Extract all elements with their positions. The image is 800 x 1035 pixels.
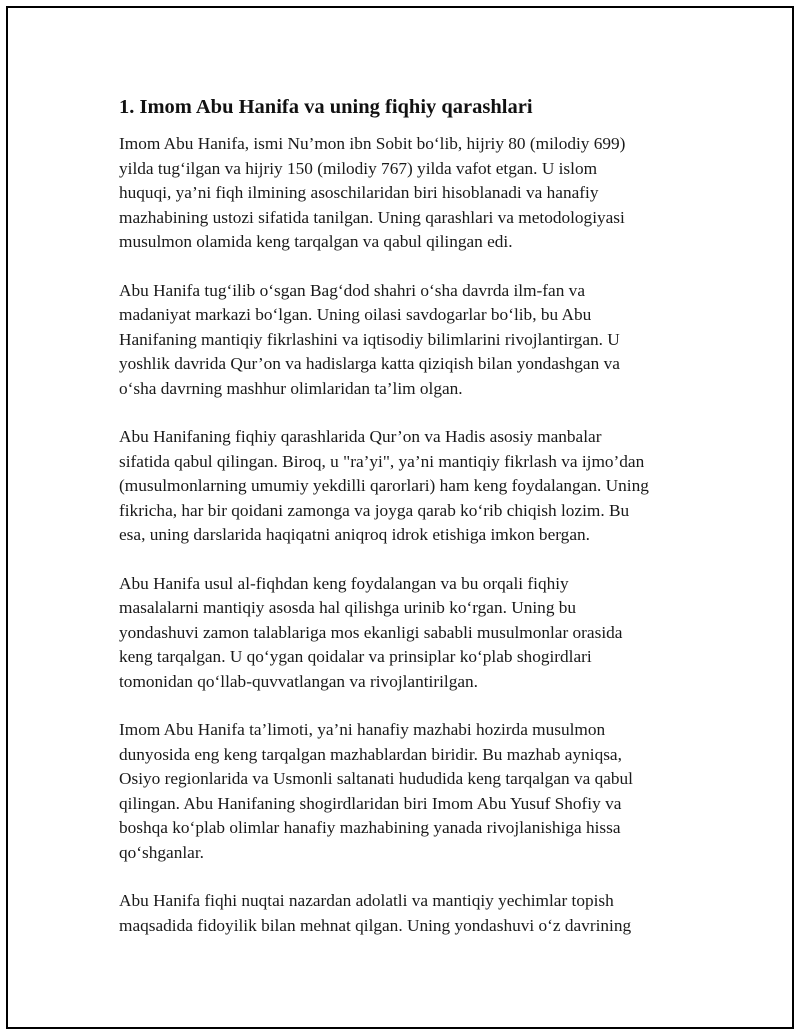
paragraph xyxy=(119,889,679,938)
text-line: yilda tug‘ilgan va hijriy 150 (milodiy 767) yilda vafot etgan. U islom xyxy=(119,158,598,178)
document-page xyxy=(6,6,794,1029)
text-line: mazhabining ustozi sifatida tanilgan. Uning qarashlari va metodologiyasi xyxy=(119,207,625,227)
text-line: (musulmonlarning umumiy yekdilli qarorlari) ham keng foydalangan. Uning xyxy=(119,476,649,495)
text-line: yondashuvi zamon talablariga mos ekanligi sababli musulmonlar orasida xyxy=(119,622,623,642)
section-heading: 1. Imom Abu Hanifa va uning fiqhiy qarashlari xyxy=(119,96,533,118)
text-line: masalalarni mantiqiy asosda hal qilishga urinib ko‘rgan. Uning bu xyxy=(119,598,577,617)
paragraph xyxy=(119,572,679,695)
text-line: yoshlik davrida Qur’on va hadislarga katta qiziqish bilan yondashgan va xyxy=(119,354,620,373)
text-line: musulmon olamida keng tarqalgan va qabul qilingan edi. xyxy=(119,232,513,251)
text-line: dunyosida eng keng tarqalgan mazhablardan biridir. Bu mazhab ayniqsa, xyxy=(119,744,622,764)
text-line: Abu Hanifaning fiqhiy qarashlarida Qur’on va Hadis asosiy manbalar xyxy=(119,427,602,446)
text-line: Abu Hanifa tug‘ilib o‘sgan Bag‘dod shahri o‘sha davrda ilm-fan va xyxy=(119,280,585,300)
text-line: Imom Abu Hanifa, ismi Nu’mon ibn Sobit bo‘lib, hijriy 80 (milodiy 699) xyxy=(119,134,626,153)
text-line: sifatida qabul qilingan. Biroq, u "ra’yi", ya’ni mantiqiy fikrlash va ijmo’dan xyxy=(119,451,645,471)
paragraph xyxy=(119,718,679,865)
text-line: huquqi, ya’ni fiqh ilmining asoschilaridan biri hisoblanadi va hanafiy xyxy=(119,183,599,202)
text-line: boshqa ko‘plab olimlar hanafiy mazhabining yanada rivojlanishiga hissa xyxy=(119,818,621,837)
text-line: Hanifaning mantiqiy fikrlashini va iqtisodiy bilimlarini rivojlantirgan. U xyxy=(119,329,620,349)
paragraph xyxy=(119,132,679,255)
document-body xyxy=(119,94,679,962)
text-line: Abu Hanifa fiqhi nuqtai nazardan adolatli va mantiqiy yechimlar topish xyxy=(119,891,614,910)
text-line: Abu Hanifa usul al-fiqhdan keng foydalangan va bu orqali fiqhiy xyxy=(119,573,569,593)
paragraph xyxy=(119,425,679,548)
text-line: o‘sha davrning mashhur olimlaridan ta’lim olgan. xyxy=(119,378,463,398)
text-line: qo‘shganlar. xyxy=(119,842,204,862)
text-line: keng tarqalgan. U qo‘ygan qoidalar va prinsiplar ko‘plab shogirdlari xyxy=(119,647,592,666)
text-line: fikricha, har bir qoidani zamonga va joyga qarab ko‘rib chiqish lozim. Bu xyxy=(119,500,630,520)
text-line: madaniyat markazi bo‘lgan. Uning oilasi savdogarlar bo‘lib, bu Abu xyxy=(119,305,592,324)
paragraph xyxy=(119,279,679,402)
text-line: Imom Abu Hanifa ta’limoti, ya’ni hanafiy mazhabi hozirda musulmon xyxy=(119,720,606,739)
text-line: Osiyo regionlarida va Usmonli saltanati hududida keng tarqalgan va qabul xyxy=(119,769,633,788)
text-line: esa, uning darslarida haqiqatni aniqroq idrok etishiga imkon bergan. xyxy=(119,525,590,544)
text-line: maqsadida fidoyilik bilan mehnat qilgan. Uning yondashuvi o‘z davrining xyxy=(119,915,632,935)
text-line: qilingan. Abu Hanifaning shogirdlaridan biri Imom Abu Yusuf Shofiy va xyxy=(119,793,622,813)
text-line: tomonidan qo‘llab-quvvatlangan va rivojlantirilgan. xyxy=(119,671,478,691)
